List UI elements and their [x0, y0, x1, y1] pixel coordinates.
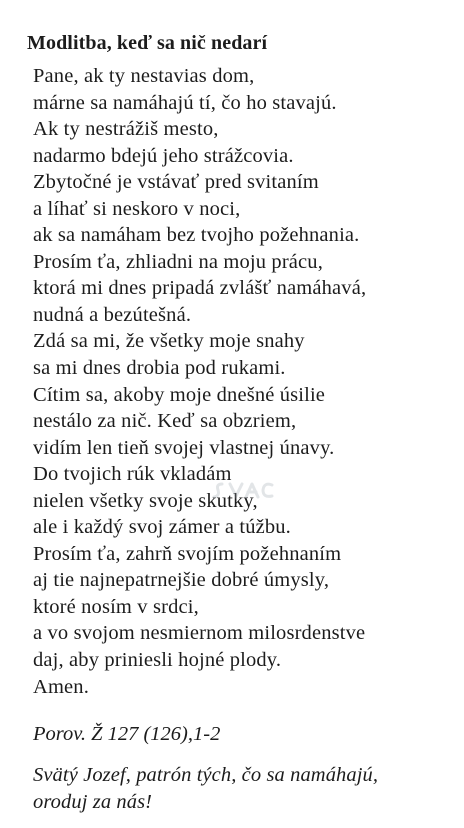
prayer-line: Do tvojich rúk vkladám — [33, 463, 232, 486]
prayer-text — [33, 63, 366, 700]
prayer-line: ak sa namáham bez tvojho požehnania. — [33, 224, 360, 247]
prayer-line: nudná a bezútešná. — [33, 303, 192, 326]
prayer-line: ktoré nosím v srdci, — [33, 595, 199, 618]
prayer-line: nadarmo bdejú jeho strážcovia. — [33, 144, 294, 167]
prayer-line: Ak ty nestrážiš mesto, — [33, 118, 219, 141]
prayer-line: márne sa namáhajú tí, čo ho stavajú. — [33, 91, 337, 114]
prayer-line: Prosím ťa, zhliadni na moju prácu, — [33, 250, 323, 273]
prayer-line: Amen. — [33, 675, 89, 698]
prayer-line: a líhať si neskoro v noci, — [33, 197, 241, 220]
closing-line: oroduj za nás! — [33, 791, 153, 813]
prayer-line: Prosím ťa, zahrň svojím požehnaním — [33, 542, 342, 565]
closing-invocation — [33, 762, 378, 816]
prayer-line: a vo svojom nesmiernom milosrdenstve — [33, 622, 366, 645]
prayer-line: nielen všetky svoje skutky, — [33, 489, 258, 512]
prayer-line: nestálo za nič. Keď sa obzriem, — [33, 410, 297, 433]
prayer-line: Zdá sa mi, že všetky moje snahy — [33, 330, 305, 353]
prayer-line: ktorá mi dnes pripadá zvlášť namáhavá, — [33, 277, 367, 300]
prayer-line: daj, aby priniesli hojné plody. — [33, 649, 282, 672]
prayer-line: Pane, ak ty nestavias dom, — [33, 65, 255, 87]
closing-line: Svätý Jozef, patrón tých, čo sa namáhajú, — [33, 764, 379, 786]
prayer-line: vidím len tieň svojej vlastnej únavy. — [33, 436, 335, 459]
prayer-line: Cítim sa, akoby moje dnešné úsilie — [33, 383, 326, 406]
prayer-line: aj tie najnepatrnejšie dobré úmysly, — [33, 569, 330, 592]
prayer-line: sa mi dnes drobia pod rukami. — [33, 357, 286, 380]
prayer-title: Modlitba, keď sa nič nedarí — [27, 32, 268, 54]
prayer-line: ale i každý svoj zámer a túžbu. — [33, 516, 291, 539]
scripture-reference: Porov. Ž 127 (126),1-2 — [33, 723, 221, 745]
prayer-line: Zbytočné je vstávať pred svitaním — [33, 171, 319, 194]
